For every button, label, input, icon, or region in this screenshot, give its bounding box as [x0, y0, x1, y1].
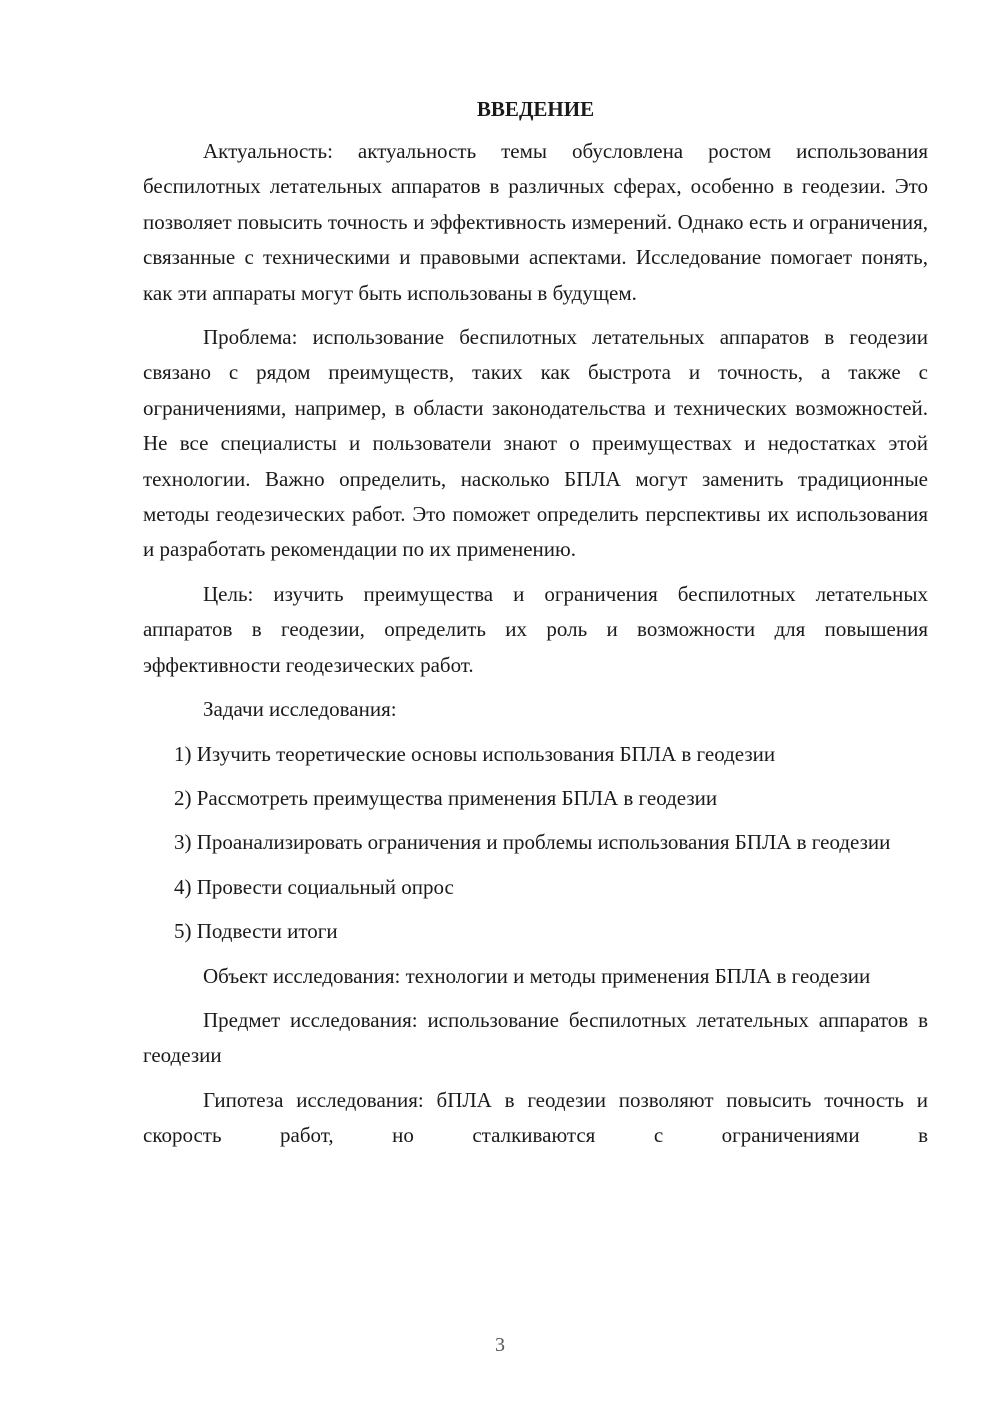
page-number: 3: [495, 1334, 505, 1356]
task-item: 1) Изучить теоретические основы использования БПЛА в геодезии: [174, 741, 776, 766]
task-item: 2) Рассмотреть преимущества применения БПЛА в геодезии: [174, 785, 718, 810]
paragraph-subject: Предмет исследования: использование беспилотных летательных аппаратов в геодезии: [143, 1007, 928, 1068]
paragraph-object: Объект исследования: технологии и методы применения БПЛА в геодезии: [203, 963, 871, 988]
document-title: ВВЕДЕНИЕ: [476, 97, 595, 121]
document-page: [143, 92, 928, 1163]
task-item: 3) Проанализировать ограничения и проблемы использования БПЛА в геодезии: [174, 830, 891, 855]
tasks-heading: Задачи исследования:: [203, 697, 397, 722]
tasks-list: [143, 737, 928, 950]
task-item: 5) Подвести итоги: [174, 919, 338, 944]
paragraph-hypothesis: Гипотеза исследования: бПЛА в геодезии позволяют повысить точность и скорость работ, но сталкиваются с ограничениями в: [143, 1087, 928, 1148]
paragraph-problem: Проблема: использование беспилотных летательных аппаратов в геодезии связано с рядом преимуществ, таких как быстрота и точность, а также с ограничениями, например, в области законодательства и технических возможностей. Не все специалисты и пользователи знают о преимуществах и недостатках этой технологии. Важно определить, насколько БПЛА могут заменить традиционные методы геодезических работ. Это поможет определить перспективы их использования и разработать рекомендации по их применению.: [143, 325, 928, 562]
task-item: 4) Провести социальный опрос: [174, 874, 454, 899]
paragraph-relevance: Актуальность: актуальность темы обусловлена ростом использования беспилотных летательных аппаратов в различных сферах, особенно в геодезии. Это позволяет повысить точность и эффективность измерений. Однако есть и ограничения, связанные с техническими и правовыми аспектами. Исследование помогает понять, как эти аппараты могут быть использованы в будущем.: [143, 139, 928, 305]
paragraph-goal: Цель: изучить преимущества и ограничения беспилотных летательных аппаратов в геодезии, определить их роль и возможности для повышения эффективности геодезических работ.: [143, 581, 928, 677]
